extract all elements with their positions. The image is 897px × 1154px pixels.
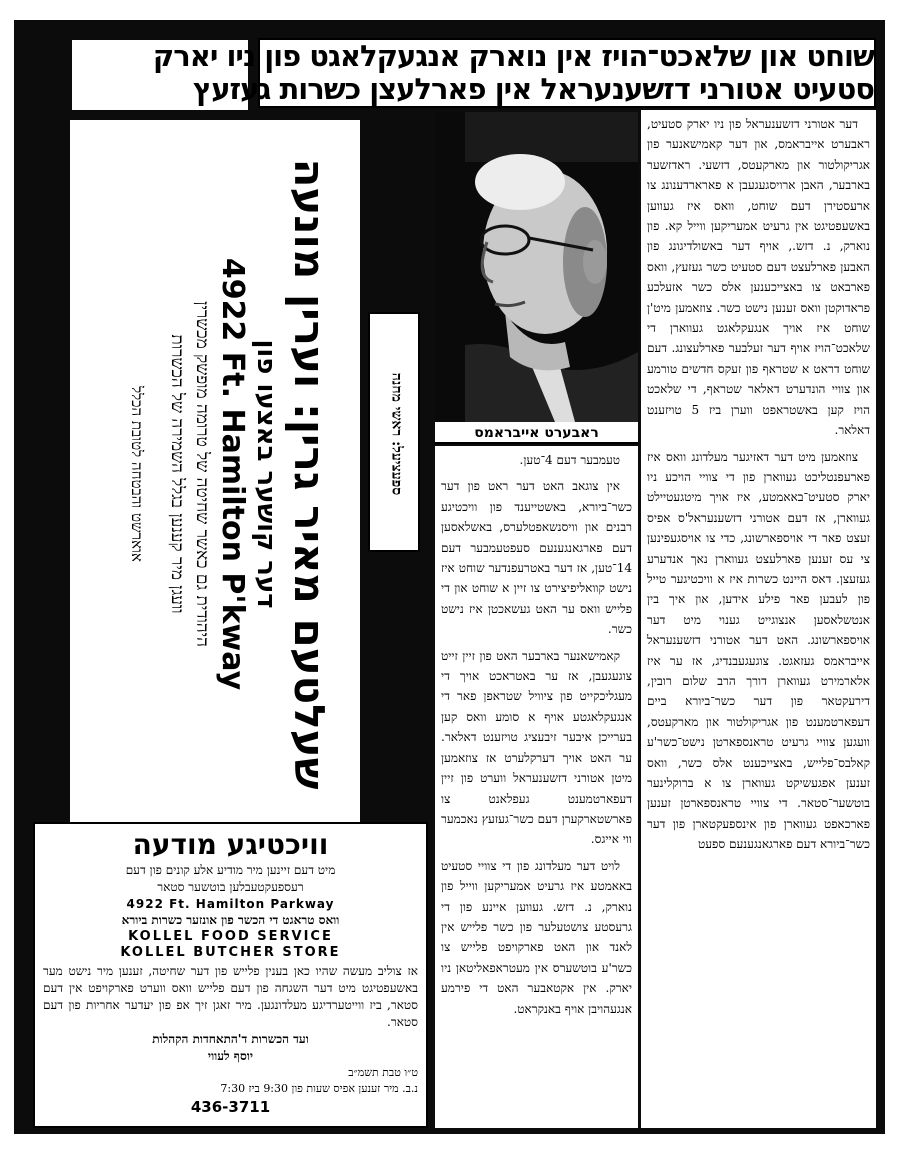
vertical-advertisement — [70, 120, 360, 828]
notice-line-1: מיט דעם זיינען מיר מודיע אלע קונים פון דעם — [125, 863, 336, 877]
portrait-photo — [435, 112, 638, 422]
article-paragraph: אין צוגאב האט דער ראט פון דער כשר־ביורא, באשטייענד פון וויכטיגע רבנים און וויסנשאפטלערס, באשלאסען דעם פארגאנגענעם סעפטעמבער דעם 14־טען, אז דער באטרעפנדער שוחט איז נישט קוואליפיצירט צו זיין א שוחט און די פלייש וואס ער האט געשאכטן איז נישט כשר. — [441, 479, 632, 637]
mini-label-text: ספעציעל: ראשי מחנה — [388, 372, 405, 496]
article-paragraph: צוזאמען מיט דער דאזיגער מעלדונג וואס איז פארעפנטליכט געווארן פון די צוויי הויכע ניו יארק סטעיט־באאמטע, איז אויך מיטגעטיילט געווארן, אז דעם אטורני דזשענעראל'ס אפיס זעצט פאר די אויספארשונג, כדי צו אויסגעפינען צי עס זענען פארלעצט געווארן נאך אנדערע געזעצן. דאס היינט כשרות איז א וויכטיגער טייל פון לעבען פאר פילע אידען, און איך בין אנטשלאסען אנצוגייט גענוי מיט דער אויספארשונג. האט דער אטורני דזשענעראל אייבראמס געזאגט. צוגעגעבנדיג, אז ער איז אלארמירט געווארן דורך הרב שלום רובין, דירעקטאר פון דער כשר־ביורא ביים דעפארטמענט פון אגריקולטור און מארקעטס, וועגען צוויי גרעיט טראנספארטן נישט־כשר'ע קאלבס־פלייש, באצייכענט אלס כשר, וואס זענען אפגעשיקט געווארן צו א ברוקלינער בוטשער־סטאר. די צוויי טראנספארטן זענען פארכאפט געווארן פון אינספעקטארן פון דער כשר־ביורא דעם פארגאנגענעם ספעט — [647, 449, 870, 852]
photo-caption: ראבערט אייבראמס — [435, 422, 638, 444]
vertical-ad-line-1: היהודית גם כאשר שחיטה של טרומה מופשק מכשרין — [192, 301, 212, 647]
vertical-advertisement-content — [80, 134, 350, 814]
notice-paragraph: אז צוליב מעשה שהיו כאן בענין פלייש פון דער שחיטה, זענען מיר נישט מער באשעפטיגט מיט דער השגחה פון דעם פלייש וואס ווערט פארקויפט אין דעם סטאר, ביז ווייטערדיגע מעלדונגען. מיר זאגן זיך אפ פון יעדער אחריות פון דעם סטאר. — [43, 964, 418, 1029]
notice-line-3: וואס טראגט די הכשר פון אונזער כשרות ביורא — [121, 913, 340, 927]
article-paragraph: קאמישאנער בארבער האט פון זיין זייט צוגעגעבן, אז ער באטראכט אויך די מעגליכקייט פון ציוויל שטראפן פאר די אנגעקלאגטע אויף א סומע וואס קען בערייכן איבער זיבעציג טויזענט דאלאר. ער האט אויך דערקלערט אז צוזאמען מיטן אטורני דזשענעראל ווערט פון זיין דעפארטמענט געפלאנט צו פארשטארקערן דעם כשר־געזעץ נאכמער ווי אייגס. — [441, 648, 632, 847]
vertical-ad-title: שעלטעם מאיר גרין: וערין מונעה — [285, 158, 334, 790]
mini-label-box — [368, 312, 420, 552]
headline-line-1: שוחט און שלאכט־הויז אין נוארק אנגעקלאגט פון ניו יארק — [152, 39, 874, 73]
notice-english-2: KOLLEL BUTCHER STORE — [120, 945, 341, 960]
portrait-illustration — [435, 112, 638, 422]
notice-signature: יוסף לעווי — [207, 1049, 254, 1063]
article-paragraph: דער אטורני דזשענעראל פון ניו יארק סטעיט, ראבערט אייבראמס, און דער קאמישאנער פון אגריקולטור און מארקעטס, דזשעי. ראדזשער בארבער, האבן ארויסגעגעבן א פארארדענונג צו ארעסטירן דעם שוחט, וואס איז געווען באשעפטיגט אין גרעיט אמעריקען ווייל קא. פון נוארק, נ. דזש., אויף דער באשולדיגונג פון האבען פארלעצט דעם סטעיט כשר געזעץ, וואס פארבאט צו באצייכענען אלס כשר אזעלכע פראדוקטן וואס זענען נישט כשר. צוזאמען מיט'ן שוחט איז אויך אנגעקלאגט געווארן די שלאכט־הויז אויף דער זעלבער פארלעצונג. דעם שוחט דראט א שטראף פון זעקס חדשים טורמע און צוויי הונדערט דאלאר שטראף, די שלאכט הויז קען באשטראפט ווערן ביז 5 טויזענט דאלאר. — [647, 117, 870, 438]
notice-organization: ועד הכשרות ד'התאחדות הקהלות — [152, 1032, 309, 1046]
vertical-ad-line-2: וועגן מיר קענען בגלל השמירה של הכשרות — [167, 334, 187, 614]
notice-date: ט״ו טבת תשמ״ב — [348, 1066, 418, 1079]
article-column-middle — [435, 446, 638, 1128]
vertical-ad-subtitle: דער קושער באצעו פון — [251, 339, 281, 609]
notice-hours: נ.ב. מיר זענען אפיס שעות פון 9:30 ביז 7:30 — [220, 1082, 418, 1095]
notice-box — [33, 822, 428, 1128]
headline — [152, 38, 876, 108]
notice-phone: 436-3711 — [190, 1098, 271, 1116]
headline-line-2: סטעיט אטורני דזשענעראל אין פארלעצן כשרות געזעץ — [193, 72, 874, 106]
article-paragraph: טעמבער דעם 4־טען. — [519, 453, 620, 467]
notice-address: 4922 Ft. Hamilton Parkway — [126, 897, 335, 911]
notice-english-1: KOLLEL FOOD SERVICE — [128, 929, 333, 944]
article-paragraph: לויט דער מעלדונג פון די צוויי סטעיט באאמטע איז גרעיט אמעריקען ווייל פון נוארק, נ. דזש. געווען איינע פון די גרעסטע צושטעלער פון כשר פלייש אין לאנד און האט פארקויפט פלייש צו כשר'ע בוטשערס אין מעטראפאליטאן ניו יארק. אין אקטאבער האט די פירמע אנגעהויבן אויף באנקראט. — [441, 858, 632, 1016]
vertical-ad-address: 4922 Ft. Hamilton P'kway — [215, 257, 250, 691]
notice-title: וויכטיגע מודעה — [132, 828, 329, 861]
article-column-right — [641, 110, 876, 1128]
notice-line-2: רעספעקטעבלען בוטשער סטאר — [157, 880, 304, 894]
vertical-ad-line-3: אוארשט והבטחה לטובת הכלל — [128, 386, 146, 562]
